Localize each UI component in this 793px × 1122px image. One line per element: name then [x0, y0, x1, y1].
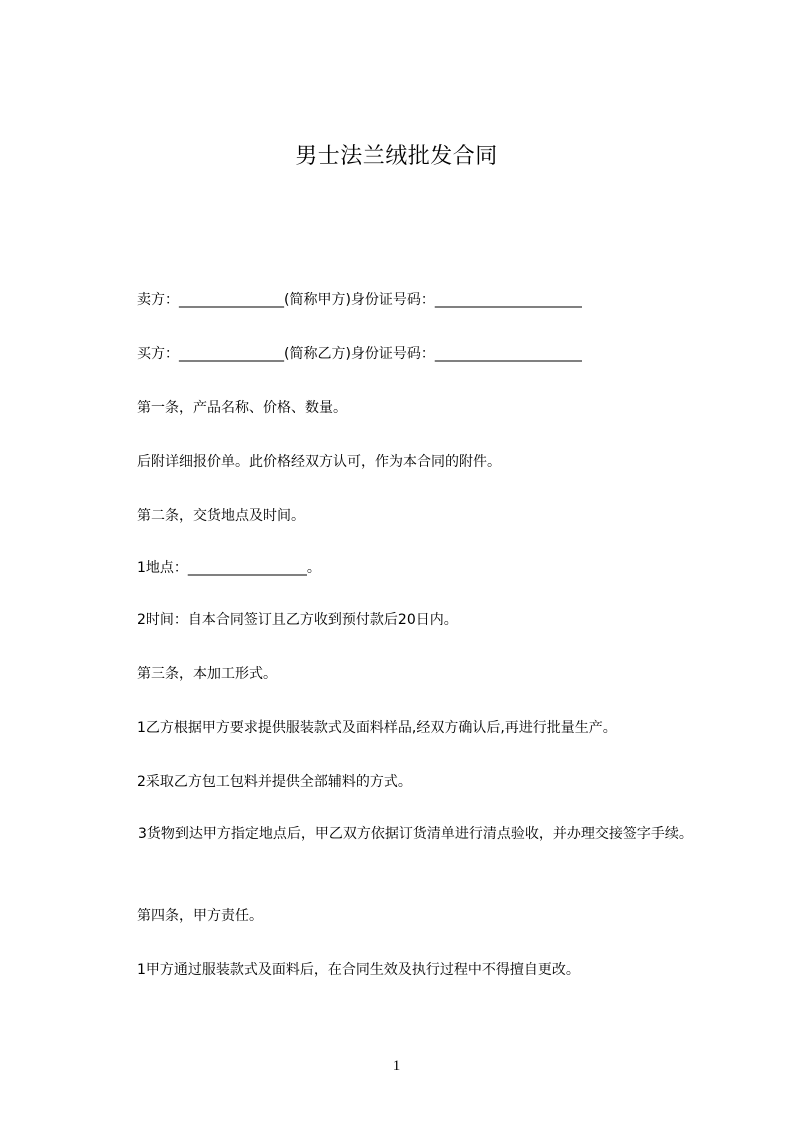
- document-title: 男士法兰绒批发合同: [295, 144, 498, 169]
- buyer-line: 买方：_______________(简称乙方)身份证号码：_____________________: [137, 346, 582, 362]
- article-2-heading: 第二条，交货地点及时间。: [137, 508, 305, 524]
- delivery-location-line: 1地点：_________________。: [137, 560, 321, 576]
- seller-line: 卖方：_______________(简称甲方)身份证号码：_____________________: [137, 292, 582, 308]
- article-4-heading: 第四条，甲方责任。: [137, 908, 263, 924]
- delivery-time-line: 2时间：自本合同签订且乙方收到预付款后20日内。: [137, 612, 458, 628]
- party-a-duty-1: 1甲方通过服装款式及面料后，在合同生效及执行过程中不得擅自更改。: [137, 962, 580, 978]
- processing-item-1: 1乙方根据甲方要求提供服装款式及面料样品,经双方确认后,再进行批量生产。: [137, 720, 617, 736]
- processing-item-2: 2采取乙方包工包料并提供全部辅料的方式。: [137, 774, 412, 790]
- article-1-heading: 第一条，产品名称、价格、数量。: [137, 400, 347, 416]
- article-1-text: 后附详细报价单。此价格经双方认可，作为本合同的附件。: [137, 454, 501, 470]
- page-number: 1: [392, 1058, 401, 1074]
- processing-item-3: 3货物到达甲方指定地点后，甲乙双方依据订货清单进行清点验收，并办理交接签字手续。: [138, 826, 693, 842]
- article-3-heading: 第三条，本加工形式。: [137, 666, 277, 682]
